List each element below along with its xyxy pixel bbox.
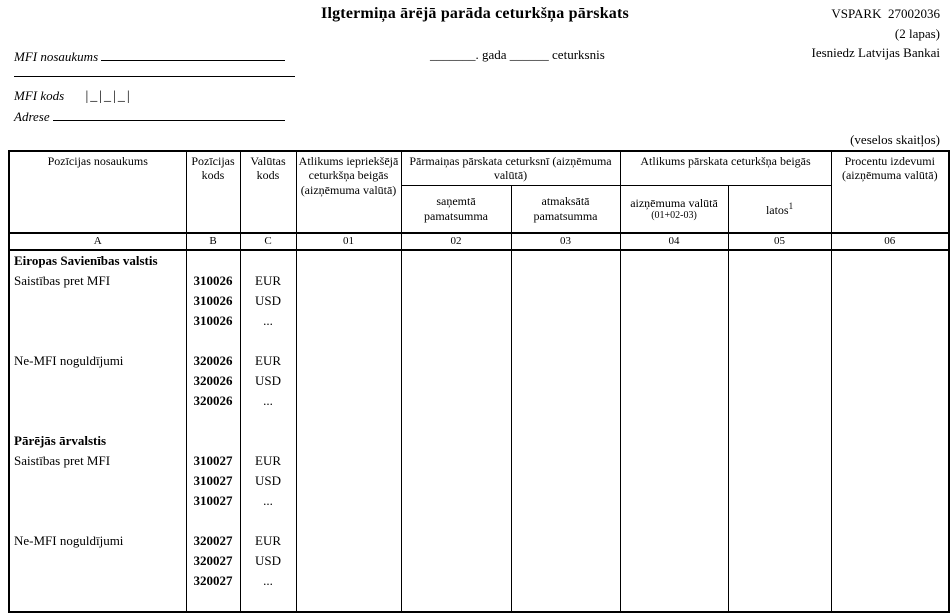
value-cell [296, 491, 401, 511]
header-closing-group: Atlikums pārskata ceturkšņa beigās [620, 151, 831, 185]
currency-code-cell: ... [240, 391, 296, 411]
value-cell [511, 351, 620, 371]
table-row [9, 351, 949, 371]
table-body [9, 250, 949, 612]
column-number-05: 05 [728, 233, 831, 250]
section-row [9, 250, 949, 271]
value-cell [831, 331, 949, 351]
table-row [9, 491, 949, 511]
value-cell [620, 571, 728, 591]
position-code-cell: 310027 [186, 491, 240, 511]
table-row [9, 531, 949, 551]
value-cell [401, 471, 511, 491]
value-cell [401, 371, 511, 391]
value-cell [296, 291, 401, 311]
value-cell [511, 551, 620, 571]
value-cell [511, 311, 620, 331]
position-name-cell: Ne-MFI noguldījumi [9, 531, 186, 551]
position-name-cell: Ne-MFI noguldījumi [9, 351, 186, 371]
currency-code-cell [240, 331, 296, 351]
currency-code-cell: EUR [240, 271, 296, 291]
position-name-cell: Saistības pret MFI [9, 451, 186, 471]
position-code-cell: 320027 [186, 571, 240, 591]
table-row [9, 551, 949, 571]
position-code-cell [186, 331, 240, 351]
value-cell [831, 371, 949, 391]
value-cell [511, 571, 620, 591]
value-cell [620, 371, 728, 391]
value-cell [831, 591, 949, 612]
value-cell [620, 311, 728, 331]
mfi-name-blank-continuation [14, 62, 295, 77]
column-letter-b: B [186, 233, 240, 250]
column-number-02: 02 [401, 233, 511, 250]
currency-code-cell: USD [240, 371, 296, 391]
period-line: _______. gada ______ ceturksnis [430, 47, 605, 62]
table-row [9, 471, 949, 491]
value-cell [728, 271, 831, 291]
header-changes-group: Pārmaiņas pārskata ceturksnī (aizņēmuma valūtā) [401, 151, 620, 185]
section-label: Eiropas Savienības valstis [9, 250, 186, 271]
position-code-cell [186, 591, 240, 612]
position-code-cell: 310026 [186, 311, 240, 331]
value-cell [511, 411, 620, 431]
table-row [9, 571, 949, 591]
position-name-cell [9, 471, 186, 491]
column-letter-c: C [240, 233, 296, 250]
value-cell [511, 391, 620, 411]
position-code-cell [186, 411, 240, 431]
value-cell [296, 271, 401, 291]
column-number-06: 06 [831, 233, 949, 250]
header-lats-footnote-mark: 1 [788, 200, 794, 211]
value-cell [728, 551, 831, 571]
currency-code-cell: EUR [240, 531, 296, 551]
value-cell [728, 531, 831, 551]
position-code-cell: 320027 [186, 551, 240, 571]
position-name-cell [9, 591, 186, 612]
table-row [9, 291, 949, 311]
value-cell [511, 531, 620, 551]
header-closing-loan-currency-text: aizņēmuma valūtā [630, 195, 718, 210]
header-closing-formula: (01+02-03) [651, 209, 697, 221]
value-cell [401, 291, 511, 311]
value-cell [728, 331, 831, 351]
position-name-cell [9, 511, 186, 531]
value-cell [296, 371, 401, 391]
value-cell [831, 391, 949, 411]
value-cell [620, 250, 728, 271]
value-cell [401, 311, 511, 331]
currency-code-cell: ... [240, 571, 296, 591]
value-cell [620, 411, 728, 431]
value-cell [728, 250, 831, 271]
value-cell [620, 391, 728, 411]
column-number-04: 04 [620, 233, 728, 250]
value-cell [620, 331, 728, 351]
value-cell [831, 451, 949, 471]
value-cell [728, 431, 831, 451]
value-cell [831, 311, 949, 331]
value-cell [511, 591, 620, 612]
value-cell [511, 451, 620, 471]
mfi-code-boxes: |_|_|_| [85, 89, 132, 104]
mfi-name-label: MFI nosaukums [14, 49, 99, 64]
currency-code-cell [240, 250, 296, 271]
currency-code-cell: EUR [240, 351, 296, 371]
position-code-cell [186, 511, 240, 531]
value-cell [401, 551, 511, 571]
value-cell [296, 311, 401, 331]
currency-code-cell: USD [240, 551, 296, 571]
value-cell [831, 271, 949, 291]
position-name-cell [9, 551, 186, 571]
value-cell [296, 431, 401, 451]
value-cell [511, 491, 620, 511]
whole-numbers-note: (veselos skaitļos) [850, 132, 940, 147]
value-cell [831, 531, 949, 551]
value-cell [296, 351, 401, 371]
table-row [9, 271, 949, 291]
position-name-cell [9, 491, 186, 511]
currency-code-cell: USD [240, 291, 296, 311]
value-cell [620, 271, 728, 291]
value-cell [728, 411, 831, 431]
value-cell [831, 511, 949, 531]
section-row [9, 431, 949, 451]
position-name-cell [9, 371, 186, 391]
mfi-name-blank [101, 47, 285, 61]
header-position-code: Pozīcijas kods [186, 151, 240, 233]
value-cell [401, 391, 511, 411]
header-opening-balance: Atlikums iepriekšējā ceturkšņa beigās (aizņēmuma valūtā) [296, 151, 401, 233]
value-cell [401, 331, 511, 351]
value-cell [511, 291, 620, 311]
currency-code-cell: ... [240, 311, 296, 331]
position-name-cell [9, 291, 186, 311]
value-cell [620, 531, 728, 551]
table-row [9, 391, 949, 411]
value-cell [511, 371, 620, 391]
value-cell [511, 431, 620, 451]
address-row [14, 107, 285, 125]
value-cell [401, 351, 511, 371]
vspark-code: VSPARK 27002036 [831, 6, 940, 21]
value-cell [511, 471, 620, 491]
mfi-code-row [14, 88, 132, 105]
value-cell [296, 331, 401, 351]
currency-code-cell [240, 411, 296, 431]
value-cell [728, 371, 831, 391]
currency-code-cell: ... [240, 491, 296, 511]
value-cell [831, 571, 949, 591]
position-name-cell [9, 411, 186, 431]
value-cell [620, 551, 728, 571]
page-title: Ilgtermiņa ārējā parāda ceturkšņa pārskats [321, 5, 629, 22]
position-name-cell [9, 331, 186, 351]
column-number-01: 01 [296, 233, 401, 250]
value-cell [831, 551, 949, 571]
currency-code-cell: EUR [240, 451, 296, 471]
position-code-cell: 310026 [186, 271, 240, 291]
position-code-cell: 320026 [186, 351, 240, 371]
table-row [9, 311, 949, 331]
header-position-name: Pozīcijas nosaukums [9, 151, 186, 233]
value-cell [831, 250, 949, 271]
value-cell [620, 471, 728, 491]
value-cell [620, 291, 728, 311]
value-cell [401, 491, 511, 511]
column-letters-row [9, 233, 949, 250]
value-cell [296, 511, 401, 531]
header-closing-loan-currency [620, 185, 728, 233]
value-cell [296, 571, 401, 591]
currency-code-cell: USD [240, 471, 296, 491]
report-table [8, 150, 950, 613]
value-cell [728, 491, 831, 511]
header-row-main [9, 151, 949, 185]
empty-row [9, 411, 949, 431]
header-lats [728, 185, 831, 233]
value-cell [296, 551, 401, 571]
position-name-cell [9, 571, 186, 591]
address-label: Adrese [14, 109, 50, 124]
value-cell [831, 471, 949, 491]
currency-code-cell [240, 511, 296, 531]
currency-code-cell [240, 431, 296, 451]
value-cell [296, 391, 401, 411]
empty-row [9, 591, 949, 612]
value-cell [296, 250, 401, 271]
value-cell [728, 471, 831, 491]
pages-note: (2 lapas) [894, 26, 940, 41]
value-cell [728, 351, 831, 371]
value-cell [296, 591, 401, 612]
position-code-cell: 320027 [186, 531, 240, 551]
value-cell [296, 531, 401, 551]
value-cell [296, 451, 401, 471]
value-cell [620, 351, 728, 371]
empty-row [9, 331, 949, 351]
header-lats-text: latos [765, 202, 789, 217]
value-cell [620, 431, 728, 451]
currency-code-cell [240, 591, 296, 612]
position-name-cell [9, 311, 186, 331]
position-code-cell [186, 250, 240, 271]
value-cell [401, 511, 511, 531]
value-cell [831, 351, 949, 371]
address-blank [53, 107, 285, 121]
value-cell [728, 511, 831, 531]
value-cell [620, 511, 728, 531]
position-name-cell [9, 391, 186, 411]
table-row [9, 371, 949, 391]
table-row [9, 451, 949, 471]
column-letter-a: A [9, 233, 186, 250]
column-number-03: 03 [511, 233, 620, 250]
value-cell [728, 451, 831, 471]
value-cell [401, 591, 511, 612]
value-cell [831, 411, 949, 431]
submit-to-note: Iesniedz Latvijas Bankai [811, 45, 940, 60]
position-code-cell: 320026 [186, 371, 240, 391]
section-label: Pārējās ārvalstis [9, 431, 186, 451]
value-cell [728, 391, 831, 411]
position-code-cell: 320026 [186, 391, 240, 411]
value-cell [511, 331, 620, 351]
value-cell [620, 451, 728, 471]
value-cell [296, 471, 401, 491]
value-cell [401, 451, 511, 471]
value-cell [831, 431, 949, 451]
header-currency-code: Valūtas kods [240, 151, 296, 233]
value-cell [511, 250, 620, 271]
value-cell [728, 311, 831, 331]
value-cell [831, 291, 949, 311]
value-cell [401, 411, 511, 431]
position-code-cell [186, 431, 240, 451]
header-interest-expense: Procentu izdevumi (aizņēmuma valūtā) [831, 151, 949, 233]
position-name-cell: Saistības pret MFI [9, 271, 186, 291]
value-cell [401, 431, 511, 451]
value-cell [511, 511, 620, 531]
position-code-cell: 310027 [186, 471, 240, 491]
value-cell [728, 291, 831, 311]
value-cell [401, 250, 511, 271]
position-code-cell: 310027 [186, 451, 240, 471]
value-cell [511, 271, 620, 291]
value-cell [296, 411, 401, 431]
value-cell [401, 531, 511, 551]
value-cell [728, 591, 831, 612]
value-cell [831, 491, 949, 511]
header-repaid-principal: atmaksātā pamatsumma [511, 185, 620, 233]
value-cell [401, 271, 511, 291]
empty-row [9, 511, 949, 531]
header-received-principal: saņemtā pamatsumma [401, 185, 511, 233]
value-cell [620, 491, 728, 511]
mfi-code-label: MFI kods [14, 88, 65, 103]
value-cell [728, 571, 831, 591]
value-cell [401, 571, 511, 591]
value-cell [620, 591, 728, 612]
position-code-cell: 310026 [186, 291, 240, 311]
